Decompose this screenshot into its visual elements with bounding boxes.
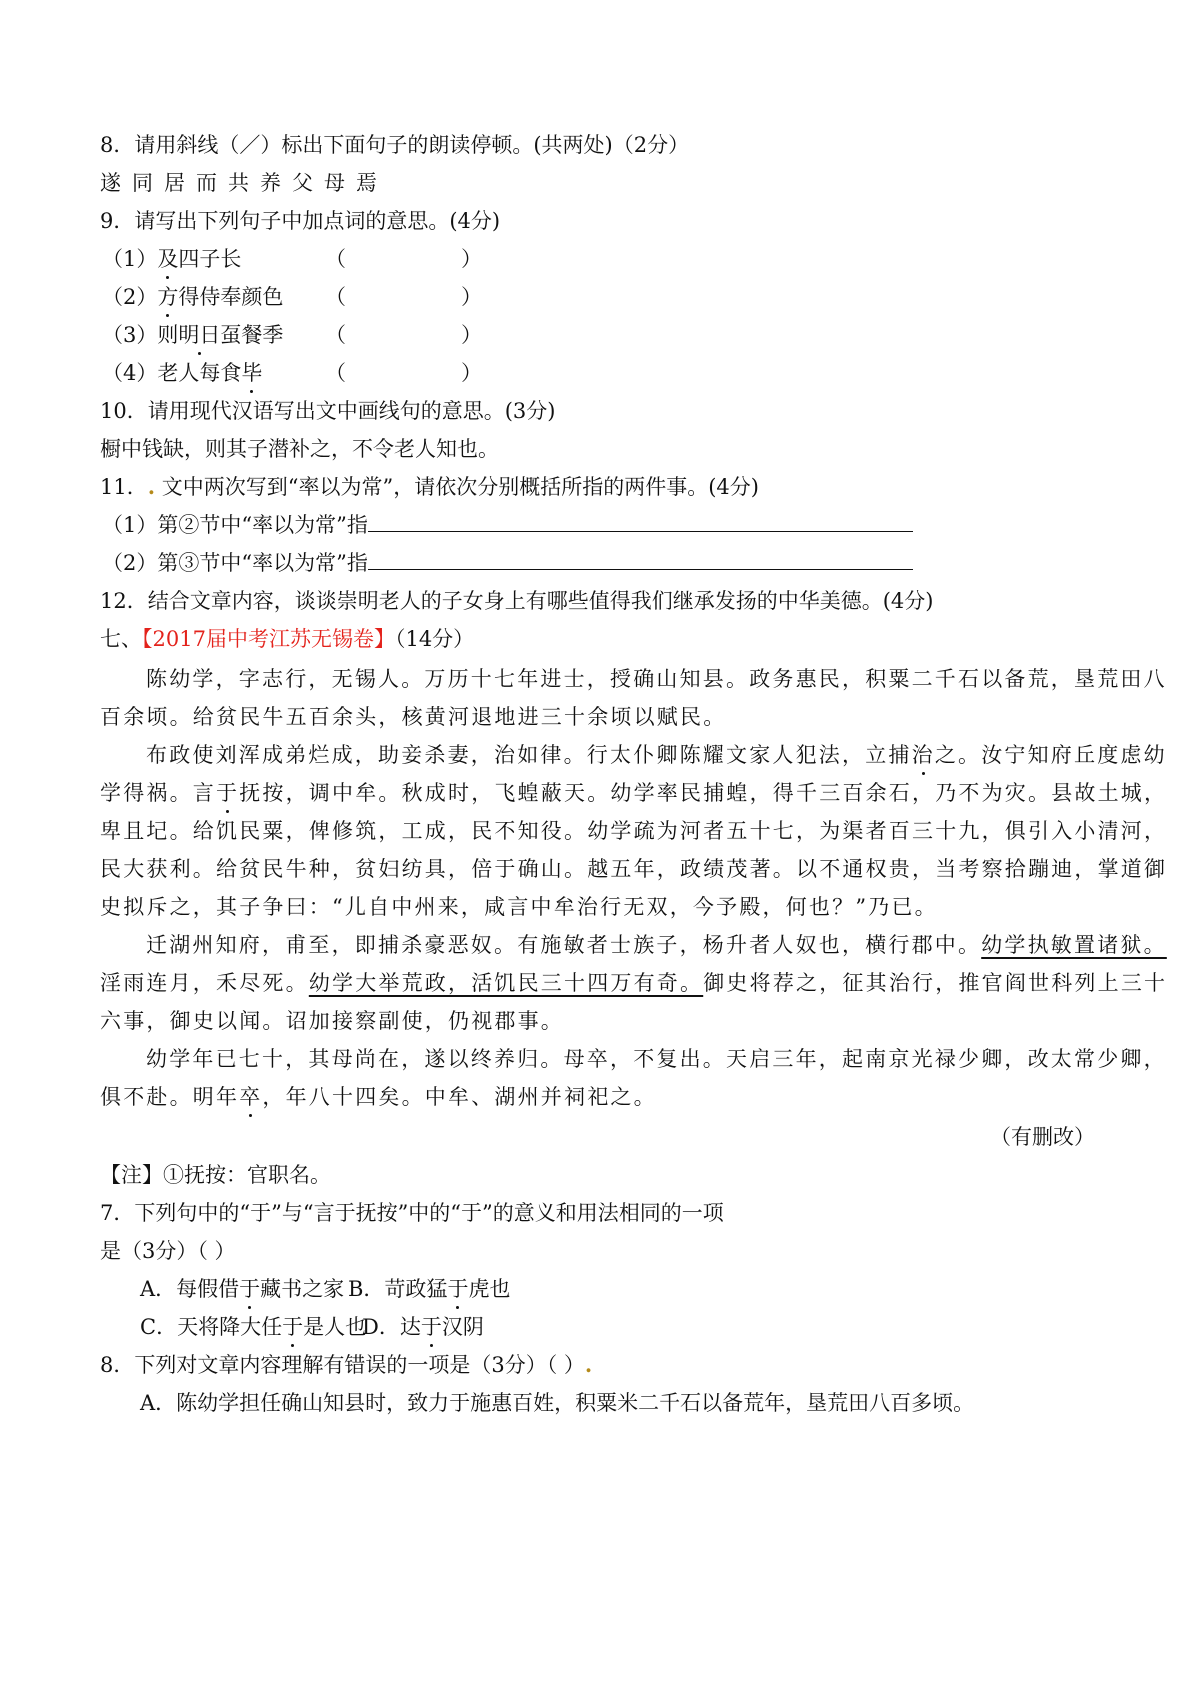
q9-item-1: （1）及四子长 [102, 244, 241, 274]
underlined-sentence: 幼学大举荒政，活饥民三十四万有奇。 [308, 971, 704, 995]
marker-dot: . [147, 474, 156, 499]
q7-line2: 是（3分）（ ） [100, 1239, 236, 1263]
q9-answer-paren-1: （ ） [325, 247, 482, 271]
passage-p4-line1: 幼学年已七十，其母尚在，遂以终养归。母卒，不复出。天启三年，起南京光禄少卿，改太常少卿， [146, 1047, 1167, 1071]
passage-p3-line2: 淫雨连月，禾尽死。幼学大举荒政，活饥民三十四万有奇。御史将荐之，征其治行，推官阎世科列上三十 [100, 971, 1168, 995]
q9-answer-paren-4: （ ） [325, 361, 482, 385]
passage-p3-line3: 六事，御史以闻。诏加接察副使，仍视郡事。 [100, 1009, 564, 1033]
emphasis-dot-char: 于 [216, 778, 239, 808]
emphasis-dot-char: 卒 [239, 1082, 262, 1112]
q8-sentence: 遂同居而共养父母焉 [100, 171, 388, 195]
annotation-note: 【注】①抚按：官职名。 [100, 1163, 331, 1187]
source-tag: 【2017届中考江苏无锡卷】 [142, 627, 395, 651]
q10-title: 10．请用现代汉语写出文中画线句的意思。(3分) [100, 399, 556, 423]
q10-sentence: 橱中钱缺，则其子潜补之，不令老人知也。 [100, 437, 499, 461]
emphasis-dot-char: 治 [912, 740, 935, 770]
answer-blank-line[interactable] [368, 511, 913, 532]
q7-option-d[interactable]: D．达于汉阴 [362, 1312, 484, 1342]
q11-title: 11．. 文中两次写到“率以为常”，请依次分别概括所指的两件事。(4分) [100, 474, 759, 499]
q8-title: 8．请用斜线（／）标出下面句子的朗读停顿。(共两处)（2分） [100, 133, 690, 157]
passage-p3-line1: 迁湖州知府，甫至，即捕杀豪恶奴。有施敏者士族子，杨升者人奴也，横行郡中。幼学执敏置诸狱。 [146, 933, 1167, 957]
emphasis-dot-char: 于 [282, 1312, 303, 1342]
passage-p4-line2: 俱不赴。明年卒，年八十四矣。中牟、湖州并祠祀之。 [100, 1082, 657, 1112]
q9-item-2: （2）方得侍奉颜色 [102, 282, 283, 312]
emphasis-dot-char: 于 [239, 1274, 260, 1304]
q8b-option-a[interactable]: A．陈幼学担任确山知县时，致力于施惠百姓，积粟米二千石以备荒年，垦荒田八百多顷。 [140, 1391, 975, 1415]
passage-p2-line5: 史拟斥之，其子争曰：“儿自中州来，咸言中牟治行无双，今予殿，何也？”乃已。 [100, 895, 938, 919]
emphasis-dot-char: 毕 [241, 358, 262, 388]
q9-answer-paren-2: （ ） [325, 285, 482, 309]
q9-answer-paren-3: （ ） [325, 323, 482, 347]
q11-item-2: （2）第③节中“率以为常”指 [102, 548, 913, 578]
passage-p2-line1: 布政使刘浑成弟烂成，助妾杀妻，治如律。行太仆卿陈耀文家人犯法，立捕治之。汝宁知府丘度虑幼 [146, 740, 1167, 770]
answer-blank-line[interactable] [368, 549, 913, 570]
q12-title: 12．结合文章内容，谈谈崇明老人的子女身上有哪些值得我们继承发扬的中华美德。(4分) [100, 589, 934, 613]
emphasis-dot-char: 于 [447, 1274, 468, 1304]
emphasis-dot-char: 明日 [178, 320, 220, 350]
underlined-sentence: 幼学执敏置诸狱。 [981, 933, 1167, 957]
passage-p2-line2: 学得祸。言于抚按，调中牟。秋成时，飞蝗蔽天。幼学率民捕蝗，得千三百余石，乃不为灾。县故土城， [100, 778, 1167, 808]
marker-dot: . [584, 1352, 593, 1377]
q7-option-a[interactable]: A．每假借于藏书之家 [140, 1274, 344, 1304]
passage-p1-line2: 百余顷。给贫民牛五百余头，核黄河退地进三十余顷以赋民。 [100, 705, 727, 729]
emphasis-dot-char: 及 [157, 244, 178, 274]
passage-p2-line3: 卑且圮。给饥民粟，俾修筑，工成，民不知役。幼学疏为河者五十七，为渠者百三十九，俱引入小清河， [100, 819, 1168, 843]
passage-p2-line4: 民大获利。给贫民牛种，贫妇纺具，倍于确山。越五年，政绩茂著。以不通权贵，当考察拾蹦迪，掌道御 [100, 857, 1168, 881]
q11-item-1: （1）第②节中“率以为常”指 [102, 510, 913, 540]
q7-option-b[interactable]: B．苛政猛于虎也 [348, 1274, 510, 1304]
q9-title: 9．请写出下列句子中加点词的意思。(4分) [100, 209, 501, 233]
q9-item-4: （4）老人每食毕 [102, 358, 262, 388]
emphasis-dot-char: 于 [421, 1312, 442, 1342]
q9-item-3: （3）则明日虿餐季 [102, 320, 283, 350]
section-seven-heading: 七、【2017届中考江苏无锡卷】（14分） [100, 627, 475, 651]
q7-line1: 7．下列句中的“于”与“言于抚按”中的“于”的意义和用法相同的一项 [100, 1201, 724, 1225]
emphasis-dot-char: 方 [157, 282, 178, 312]
q8b-title: 8．下列对文章内容理解有错误的一项是（3分）（ ）. [100, 1352, 593, 1377]
edit-note: （有删改） [990, 1125, 1095, 1149]
q7-option-c[interactable]: C．天将降大任于是人也 [140, 1312, 366, 1342]
passage-p1-line1: 陈幼学，字志行，无锡人。万历十七年进士，授确山知县。政务惠民，积粟二千石以备荒，垦荒田八 [146, 667, 1167, 691]
